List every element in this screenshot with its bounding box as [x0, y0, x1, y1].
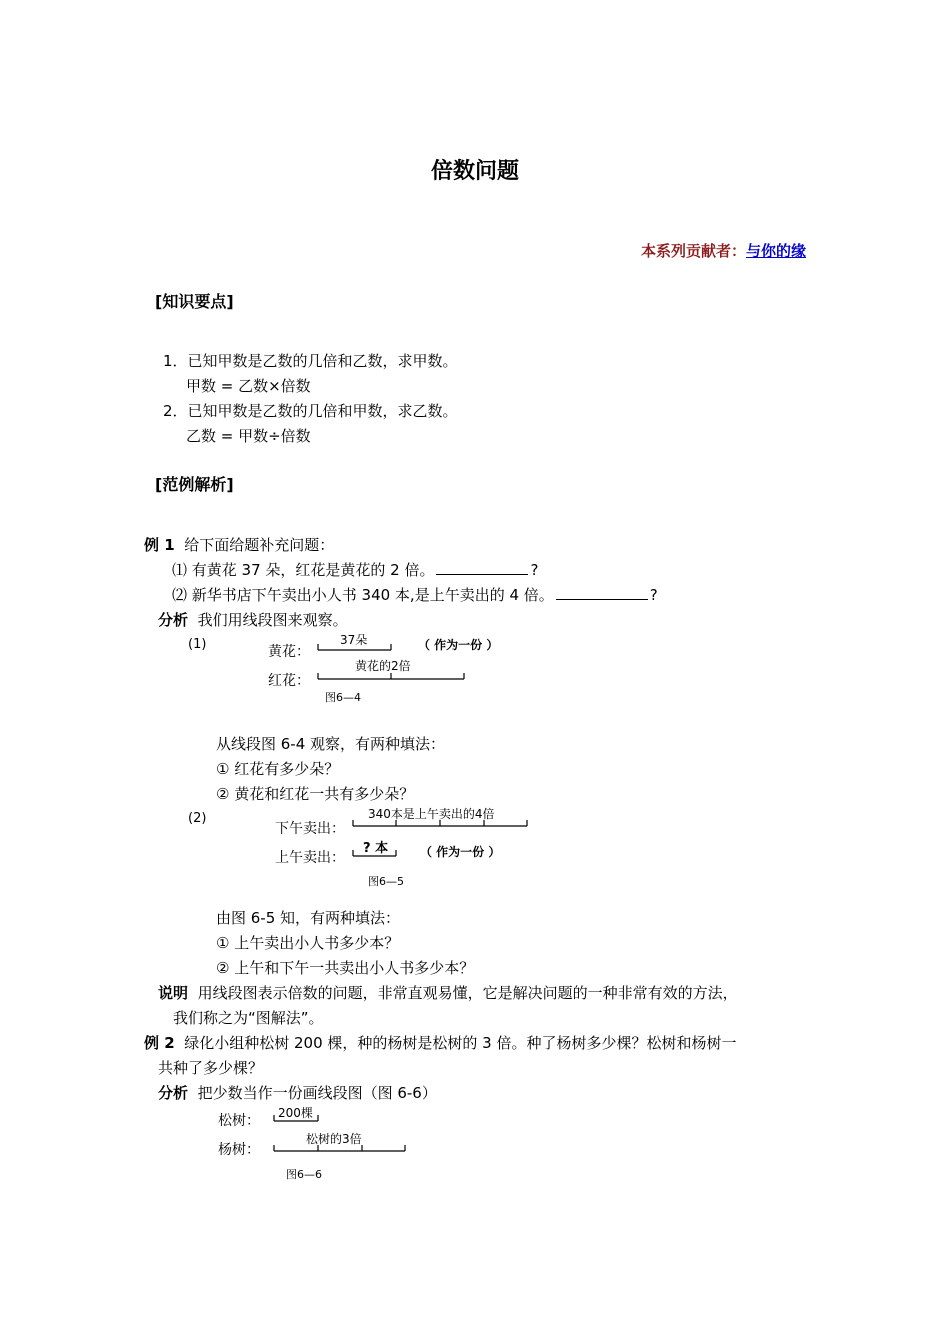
explanation-line-1 — [158, 982, 738, 1003]
row-label-yellow: 黄花： — [268, 644, 310, 660]
figure-number: (1) — [188, 637, 207, 652]
example-2-analysis — [158, 1082, 437, 1103]
example-2-intro — [144, 1032, 736, 1053]
row-label-afternoon: 下午卖出： — [275, 821, 345, 837]
fill-option-1: ① 红花有多少朵？ — [216, 760, 340, 778]
row-label-poplar: 杨树： — [218, 1142, 260, 1158]
section-examples: [范例解析] — [155, 475, 234, 494]
explanation-line-2: 我们称之为“图解法”。 — [173, 1009, 324, 1027]
segment-red — [318, 673, 464, 679]
explanation-text-1: 用线段图表示倍数的问题，非常直观易懂，它是解决问题的一种非常有效的方法， — [197, 984, 738, 1002]
analysis-label: 分析 — [158, 1084, 189, 1102]
example-2-text-1: 绿化小组种松树 200 棵，种的杨树是松树的 3 倍。种了杨树多少棵？松树和杨树一 — [184, 1034, 737, 1052]
one-part-note: （ 作为一份 ） — [420, 845, 501, 859]
answer-blank-2[interactable] — [556, 585, 648, 600]
figure-6-6 — [210, 1102, 430, 1187]
figure-caption: 图6—5 — [368, 875, 404, 888]
segment-afternoon-label: 340本是上午卖出的4倍 — [368, 807, 495, 821]
segment-morning-label: ? 本 — [363, 841, 389, 856]
figure-6-5 — [180, 800, 560, 895]
segment-red-label: 黄花的2倍 — [355, 659, 411, 673]
figure-number: (2) — [188, 811, 207, 826]
segment-pine-label: 200棵 — [278, 1106, 313, 1120]
segment-poplar-label: 松树的3倍 — [306, 1132, 362, 1146]
figure-caption: 图6—6 — [286, 1168, 322, 1181]
observation-6-5: 由图 6-5 知，有两种填法： — [216, 909, 401, 927]
knowledge-formula-2: 乙数 = 甲数÷倍数 — [186, 427, 311, 445]
example-1-analysis — [158, 609, 348, 630]
analysis-text: 把少数当作一份画线段图（图 6-6） — [197, 1084, 437, 1102]
row-label-pine: 松树： — [218, 1113, 260, 1129]
example-1-intro — [144, 534, 334, 555]
contributor-line — [641, 240, 806, 261]
fill-option-4: ② 上午和下午一共卖出小人书多少本？ — [216, 959, 475, 977]
example-1-question-1 — [172, 559, 538, 580]
knowledge-point-2: 2．已知甲数是乙数的几倍和甲数，求乙数。 — [163, 402, 458, 420]
analysis-text: 我们用线段图来观察。 — [197, 611, 348, 629]
example-1-text: 给下面给题补充问题： — [184, 536, 335, 554]
segment-yellow-label: 37朵 — [340, 633, 368, 647]
question-2-text: ⑵ 新华书店下午卖出小人书 340 本,是上午卖出的 4 倍。 — [172, 586, 554, 604]
fill-option-3: ① 上午卖出小人书多少本？ — [216, 934, 400, 952]
row-label-red: 红花： — [268, 673, 310, 689]
figure-6-4 — [180, 628, 540, 710]
one-part-note: （ 作为一份 ） — [418, 638, 499, 652]
page-title: 倍数问题 — [430, 159, 519, 184]
contributor-link[interactable]: 与你的缘 — [745, 242, 806, 260]
explanation-label: 说明 — [158, 984, 189, 1002]
analysis-label: 分析 — [158, 611, 189, 629]
example-1-question-2 — [172, 584, 658, 605]
question-1-text: ⑴ 有黄花 37 朵，红花是黄花的 2 倍。 — [172, 561, 435, 579]
fill-option-2: ② 黄花和红花一共有多少朵？ — [216, 785, 415, 803]
row-label-morning: 上午卖出： — [275, 850, 345, 866]
example-1-label: 例 1 — [144, 536, 175, 554]
example-2-text-2: 共种了多少棵？ — [158, 1059, 264, 1077]
section-knowledge: [知识要点] — [155, 292, 234, 311]
knowledge-formula-1: 甲数 = 乙数×倍数 — [186, 377, 311, 395]
question-mark: ? — [649, 586, 658, 604]
contributor-label: 本系列贡献者： — [640, 242, 746, 260]
question-mark: ? — [530, 561, 539, 579]
answer-blank-1[interactable] — [436, 560, 528, 575]
observation-6-4: 从线段图 6-4 观察，有两种填法： — [216, 735, 446, 753]
example-2-label: 例 2 — [144, 1034, 175, 1052]
figure-caption: 图6—4 — [325, 691, 361, 704]
knowledge-point-1: 1．已知甲数是乙数的几倍和乙数，求甲数。 — [163, 352, 458, 370]
